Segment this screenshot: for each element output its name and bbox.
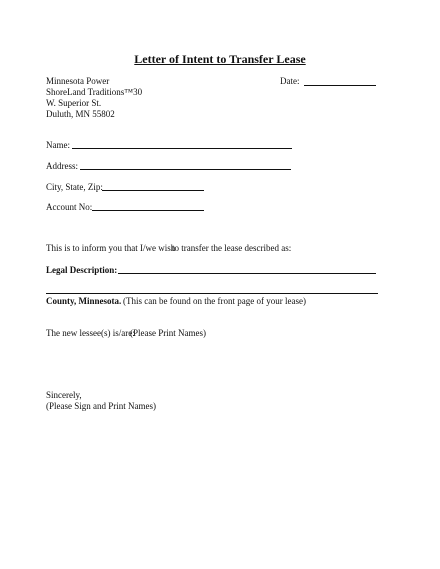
name-line[interactable] xyxy=(72,148,292,149)
name-label: Name: xyxy=(46,140,70,150)
intent-text-start: This is to inform you that I/we wish xyxy=(46,243,176,253)
city-state-zip-label: City, State, Zip: xyxy=(46,182,103,192)
city-state-zip-line[interactable] xyxy=(102,190,204,191)
county-label: County, Minnesota. xyxy=(46,296,122,306)
recipient-street: W. Superior St. xyxy=(46,98,102,108)
closing-salutation: Sincerely, xyxy=(46,390,82,400)
address-label: Address: xyxy=(46,161,78,171)
account-no-line[interactable] xyxy=(92,210,204,211)
new-lessee-note: (Please Print Names) xyxy=(130,328,206,338)
account-no-label: Account No: xyxy=(46,202,93,212)
intent-text-end: to transfer the lease described as: xyxy=(172,243,292,253)
address-line[interactable] xyxy=(80,169,291,170)
recipient-city: Duluth, MN 55802 xyxy=(46,109,115,119)
new-lessee-label: The new lessee(s) is/are: xyxy=(46,328,135,338)
legal-description-line-2[interactable] xyxy=(46,293,378,294)
recipient-program: ShoreLand Traditions™30 xyxy=(46,87,143,97)
signature-instruction: (Please Sign and Print Names) xyxy=(46,401,156,411)
page-title: Letter of Intent to Transfer Lease xyxy=(134,52,306,66)
recipient-company: Minnesota Power xyxy=(46,76,110,86)
date-label: Date: xyxy=(280,76,300,86)
legal-description-line-1[interactable] xyxy=(118,273,376,274)
county-note: (This can be found on the front page of your lease) xyxy=(123,296,306,306)
date-line[interactable] xyxy=(304,85,376,86)
legal-description-label: Legal Description: xyxy=(46,265,118,275)
